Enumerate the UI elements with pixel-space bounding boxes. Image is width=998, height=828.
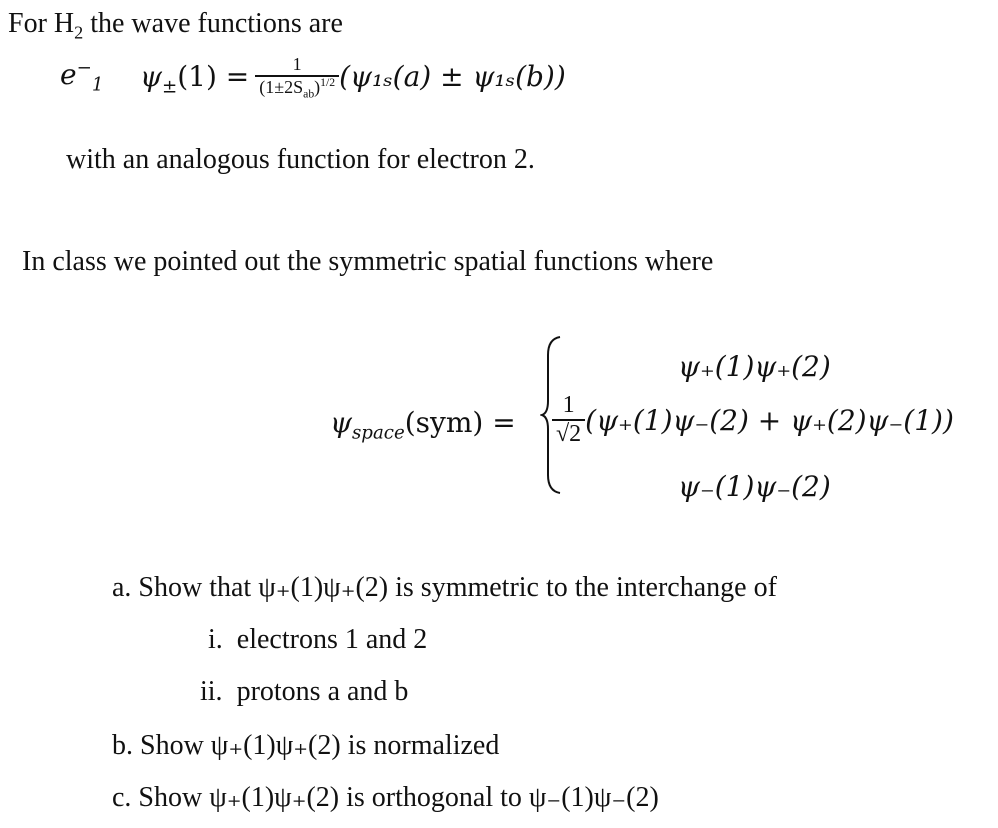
psi-lhs: $\psi_\pm(1)$ = <box>140 59 250 98</box>
analogous-text: with an analogous function for electron 2. <box>66 144 535 175</box>
question-a-ii: ii. protons a and b <box>200 676 409 707</box>
wavefunction-formula <box>140 54 566 101</box>
intro-line <box>8 8 343 43</box>
case-1: ψ₊(1)ψ₊(2) <box>678 350 831 383</box>
intro-suffix: the wave functions are <box>83 8 343 39</box>
class-text: In class we pointed out the symmetric spatial functions where <box>22 246 714 277</box>
wavefunction-equation <box>60 57 104 96</box>
fraction-denominator: $(1\pm 2S_{ab})^{1/2}$ <box>259 76 336 101</box>
case-2-fraction: $\frac{1}{√2}$ <box>552 392 585 448</box>
electron-label: $e^-_1$ <box>60 57 104 96</box>
case-2 <box>552 392 954 448</box>
normalization-fraction <box>255 54 339 101</box>
case-3: ψ₋(1)ψ₋(2) <box>678 470 831 503</box>
psi-space-lhs: $\psi_{space}(sym)$ = <box>330 406 516 444</box>
psi-rhs: (ψ₁ₛ(a) ± ψ₁ₛ(b)) <box>339 59 566 93</box>
intro-prefix: For H <box>8 8 75 39</box>
question-a: a. Show that ψ₊(1)ψ₊(2) is symmetric to the interchange of <box>112 572 777 603</box>
intro-subscript: 2 <box>74 22 84 43</box>
fraction-numerator: 1 <box>292 54 302 74</box>
question-c: c. Show ψ₊(1)ψ₊(2) is orthogonal to ψ₋(1)ψ₋(2) <box>112 782 659 813</box>
question-b: b. Show ψ₊(1)ψ₊(2) is normalized <box>112 730 500 761</box>
case-2-expression: (ψ₊(1)ψ₋(2) + ψ₊(2)ψ₋(1)) <box>585 403 954 437</box>
question-a-i: i. electrons 1 and 2 <box>208 624 428 655</box>
